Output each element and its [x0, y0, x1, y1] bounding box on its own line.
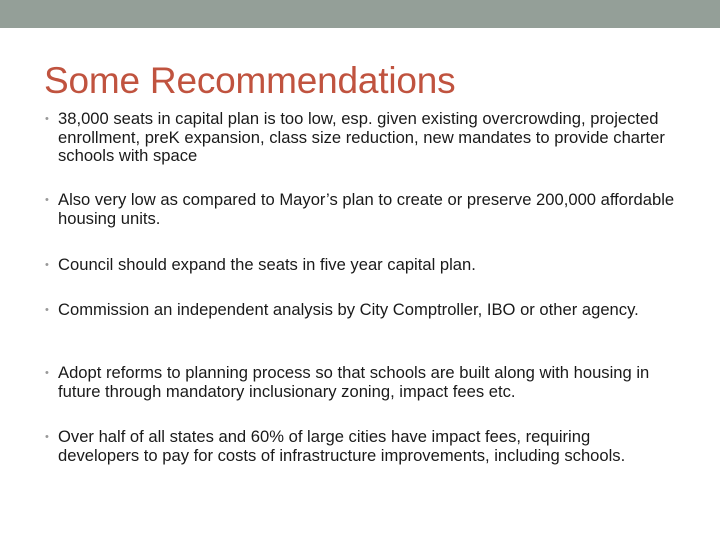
bullet-text: Also very low as compared to Mayor’s plan to create or preserve 200,000 affordable housing units.	[58, 190, 675, 228]
bullet-item	[45, 190, 683, 228]
bullet-text: 38,000 seats in capital plan is too low, esp. given existing overcrowding, projected enrollment, preK expansion, class size reduction, new mandates to provide charter schools with space	[58, 109, 665, 165]
bullet-item	[45, 255, 698, 275]
bullet-text: Adopt reforms to planning process so that schools are built along with housing in future through mandatory inclusionary zoning, impact fees etc.	[58, 363, 650, 401]
bullet-icon: •	[45, 259, 49, 271]
bullet-item	[45, 427, 673, 465]
bullet-item	[45, 363, 683, 401]
bullet-icon: •	[45, 367, 49, 379]
bullet-item	[45, 109, 673, 166]
bullet-text: Commission an independent analysis by City Comptroller, IBO or other agency.	[58, 300, 639, 319]
top-bar	[0, 0, 720, 28]
bullet-icon: •	[45, 194, 49, 206]
bullet-text: Over half of all states and 60% of large cities have impact fees, requiring developers to pay for costs of infrastructure improvements, including schools.	[58, 427, 626, 465]
bullet-icon: •	[45, 431, 49, 443]
bullet-icon: •	[45, 304, 49, 316]
slide-title: Some Recommendations	[44, 60, 456, 101]
bullet-icon: •	[45, 113, 49, 125]
bullet-text: Council should expand the seats in five year capital plan.	[58, 255, 476, 274]
bullet-item	[45, 300, 668, 320]
